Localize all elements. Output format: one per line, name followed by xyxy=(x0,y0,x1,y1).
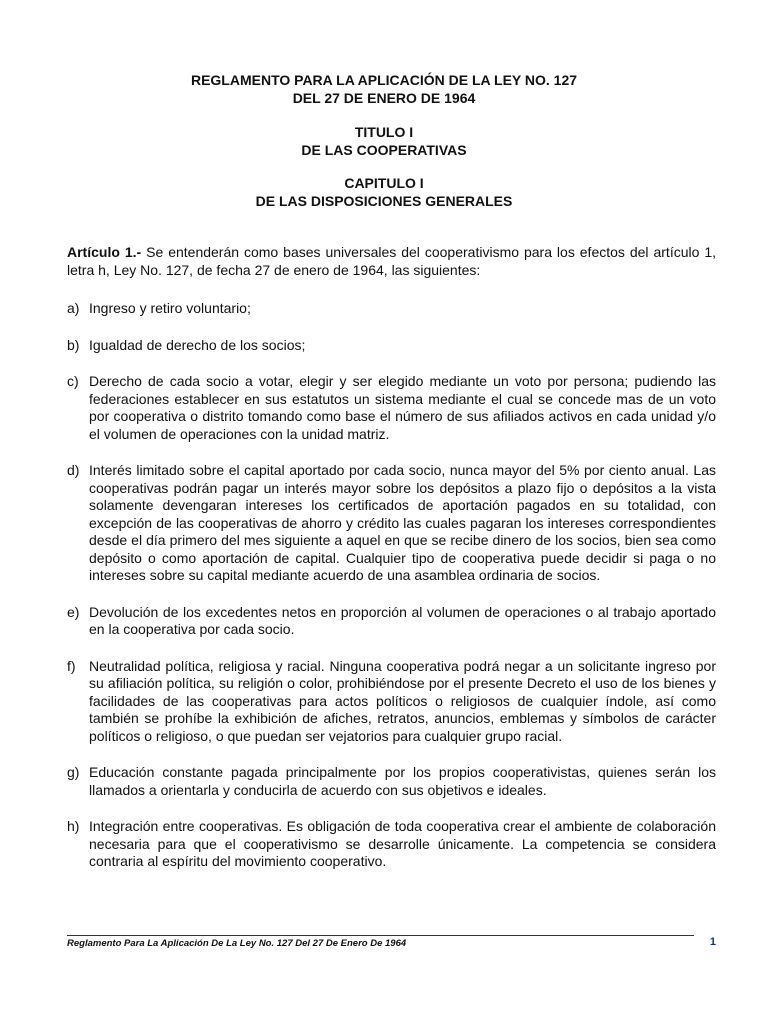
list-item-text: Educación constante pagada principalmente por los propios cooperativistas, quienes serán los llamados a orientarla y conducirla de acuerdo con sus objetivos e ideales. xyxy=(89,764,716,798)
list-item-text: Devolución de los excedentes netos en proporción al volumen de operaciones o al trabajo aportado en la cooperativa por cada socio. xyxy=(89,603,716,637)
list-item-c xyxy=(67,373,716,443)
list-item-e xyxy=(67,604,716,639)
list-item-marker: g) xyxy=(67,764,80,780)
document-title xyxy=(0,71,768,107)
capitulo-heading-line-2: DE LAS DISPOSICIONES GENERALES xyxy=(255,193,513,209)
list-item-marker: b) xyxy=(67,336,80,353)
list-item-text: Ingreso y retiro voluntario; xyxy=(89,300,251,316)
capitulo-heading-line-1: CAPITULO I xyxy=(344,175,424,191)
list-item-text: Neutralidad política, religiosa y racial. Ninguna cooperativa podrá negar a un solicitante ingreso por su afiliación política, su religión o color, prohibiéndose por el presente Decreto el uso de los bienes y facilidades de las cooperativas para actos políticos o religiosos de cualquier índole, así como también se prohíbe la exhibición de afiches, retratos, anuncios, emblemas y símbolos de carácter políticos o religioso, o que puedan ser vejatorios para cualquier grupo racial. xyxy=(89,657,716,744)
page-number: 1 xyxy=(709,936,716,948)
footer-running-title: Reglamento Para La Aplicación De La Ley No. 127 Del 27 De Enero De 1964 xyxy=(67,938,407,949)
article-label: Artículo 1.- xyxy=(67,244,142,260)
list-item-marker: f) xyxy=(67,657,76,674)
list-item-f xyxy=(67,658,716,746)
list-item-a xyxy=(67,300,716,318)
list-item-marker: h) xyxy=(67,818,80,834)
article-body xyxy=(67,244,716,890)
document-title-line-1: REGLAMENTO PARA LA APLICACIÓN DE LA LEY NO. 127 xyxy=(190,72,578,88)
titulo-heading-line-2: DE LAS COOPERATIVAS xyxy=(301,142,467,158)
footer-divider xyxy=(67,935,694,936)
list-item-marker: c) xyxy=(67,373,79,389)
list-item-g xyxy=(67,764,716,799)
list-item-marker: a) xyxy=(67,300,80,316)
article-intro xyxy=(67,244,716,279)
list-item-text: Igualdad de derecho de los socios; xyxy=(89,336,306,353)
list-item-text: Interés limitado sobre el capital aportado por cada socio, nunca mayor del 5% por ciento anual. Las cooperativas podrán pagar un interés mayor sobre los depósitos a plazo fijo o depósitos a la vista solamente devengaran intereses los certificados de aportación pagados en su totalidad, con excepción de las cooperativas de ahorro y crédito las cuales pagaran los intereses correspondientes desde el día primero del mes siguiente a aquel en que se recibe dinero de los socios, bien sea como depósito o como aportación de capital. Cualquier tipo de cooperativa puede decidir si paga o no intereses sobre su capital mediante acuerdo de una asamblea ordinaria de socios. xyxy=(89,462,716,583)
article-items-list xyxy=(67,300,716,871)
list-item-text: Derecho de cada socio a votar, elegir y ser elegido mediante un voto por persona; pudiendo las federaciones establecer en sus estatutos un sistema mediante el cual se concede mas de un voto por cooperativa o distrito tomando como base el número de sus afiliados activos en cada unidad y/o el volumen de operaciones con la unidad matriz. xyxy=(89,373,716,442)
list-item-marker: e) xyxy=(67,603,80,620)
list-item-b xyxy=(67,337,716,355)
list-item-d xyxy=(67,462,716,585)
list-item-text: Integración entre cooperativas. Es obligación de toda cooperativa crear el ambiente de colaboración necesaria para que el cooperativismo se desarrolle únicamente. La competencia se considera contraria al espíritu del movimiento cooperativo. xyxy=(89,818,716,869)
article-intro-text: Se entenderán como bases universales del cooperativismo para los efectos del artículo 1, letra h, Ley No. 127, de fecha 27 de enero de 1964, las siguientes: xyxy=(67,244,717,278)
titulo-heading-line-1: TITULO I xyxy=(354,124,414,140)
capitulo-heading xyxy=(0,174,768,210)
document-title-line-2: DEL 27 DE ENERO DE 1964 xyxy=(292,90,476,106)
list-item-marker: d) xyxy=(67,462,80,478)
titulo-heading xyxy=(0,123,768,159)
list-item-h xyxy=(67,818,716,871)
